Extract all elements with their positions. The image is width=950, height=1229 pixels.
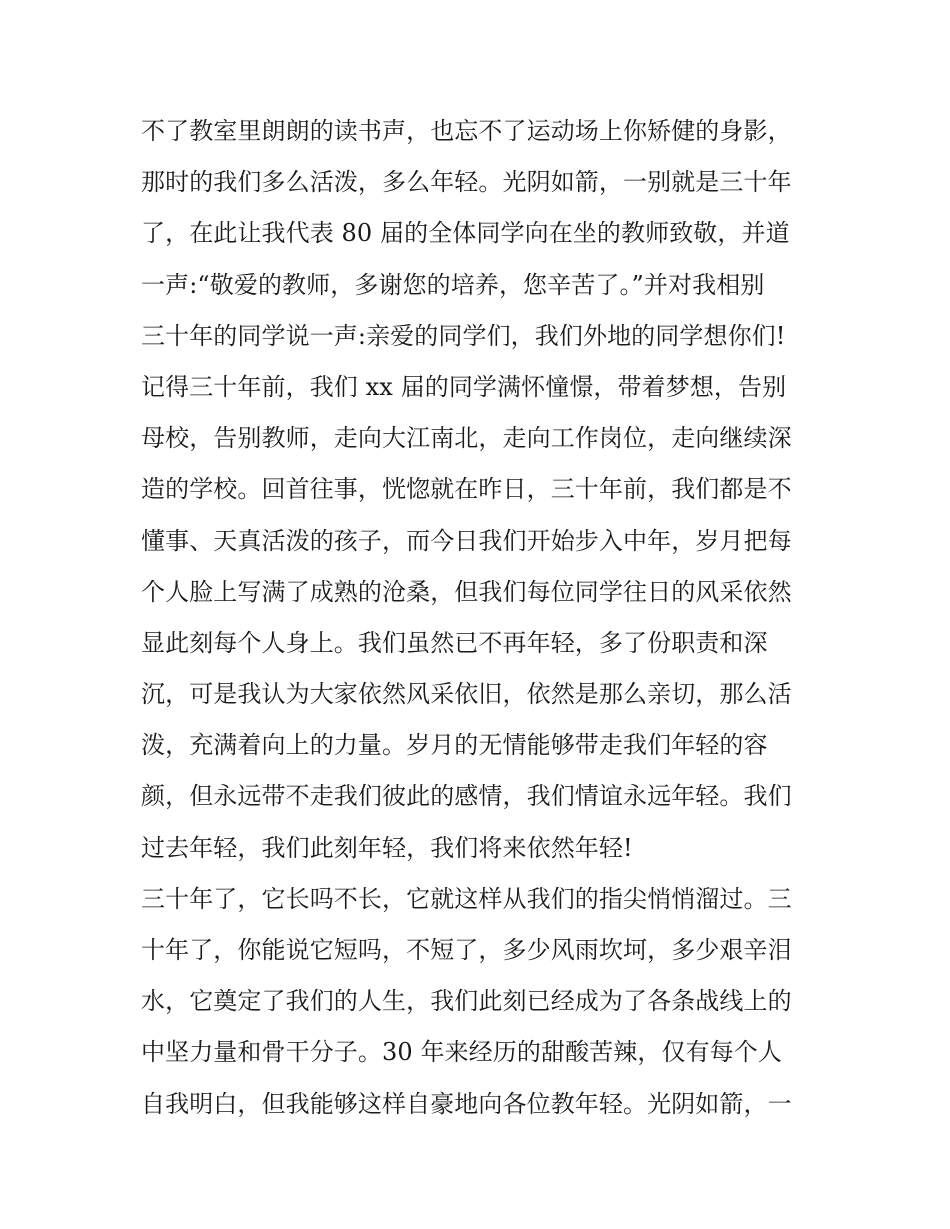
text-line: 那时的我们多么活泼，多么年轻。光阴如箭，一别就是三十年: [141, 168, 792, 197]
text-line: 造的学校。回首往事，恍惚就在昨日，三十年前，我们都是不: [141, 475, 792, 504]
text-line: 颜，但永远带不走我们彼此的感情，我们情谊永远年轻。我们: [141, 782, 792, 811]
text-line: 三十年了，它长吗不长，它就这样从我们的指尖悄悄溜过。三: [141, 884, 792, 913]
text-line: 记得三十年前，我们 xx 届的同学满怀憧憬，带着梦想，告别: [141, 372, 787, 401]
text-line: 个人脸上写满了成熟的沧桑，但我们每位同学往日的风采依然: [141, 577, 792, 606]
text-line: 中坚力量和骨干分子。30 年来经历的甜酸苦辣，仅有每个人: [141, 1038, 782, 1067]
text-line: 沉，可是我认为大家依然风采依旧，依然是那么亲切，那么活: [141, 680, 792, 709]
text-line: 一声:“敬爱的教师，多谢您的培养，您辛苦了。”并对我相别: [141, 270, 765, 299]
text-line: 过去年轻，我们此刻年轻，我们将来依然年轻!: [141, 833, 633, 862]
text-line: 母校，告别教师，走向大江南北，走向工作岗位，走向继续深: [141, 424, 792, 453]
text-line: 显此刻每个人身上。我们虽然已不再年轻，多了份职责和深: [141, 628, 768, 657]
text-line: 懂事、天真活泼的孩子，而今日我们开始步入中年，岁月把每: [141, 526, 792, 555]
text-line: 了，在此让我代表 80 届的全体同学向在坐的教师致敬，并道: [141, 219, 790, 248]
text-line: 三十年的同学说一声:亲爱的同学们，我们外地的同学想你们!: [141, 321, 786, 350]
text-line: 不了教室里朗朗的读书声，也忘不了运动场上你矫健的身影，: [141, 117, 792, 145]
text-line: 自我明白，但我能够这样自豪地向各位教年轻。光阴如箭，一: [141, 1089, 792, 1118]
text-line: 十年了，你能说它短吗，不短了，多少风雨坎坷，多少艰辛泪: [141, 936, 792, 964]
text-line: 水，它奠定了我们的人生，我们此刻已经成为了各条战线上的: [141, 987, 792, 1016]
text-line: 泼，充满着向上的力量。岁月的无情能够带走我们年轻的容: [141, 731, 768, 760]
body-text: [141, 106, 821, 1130]
